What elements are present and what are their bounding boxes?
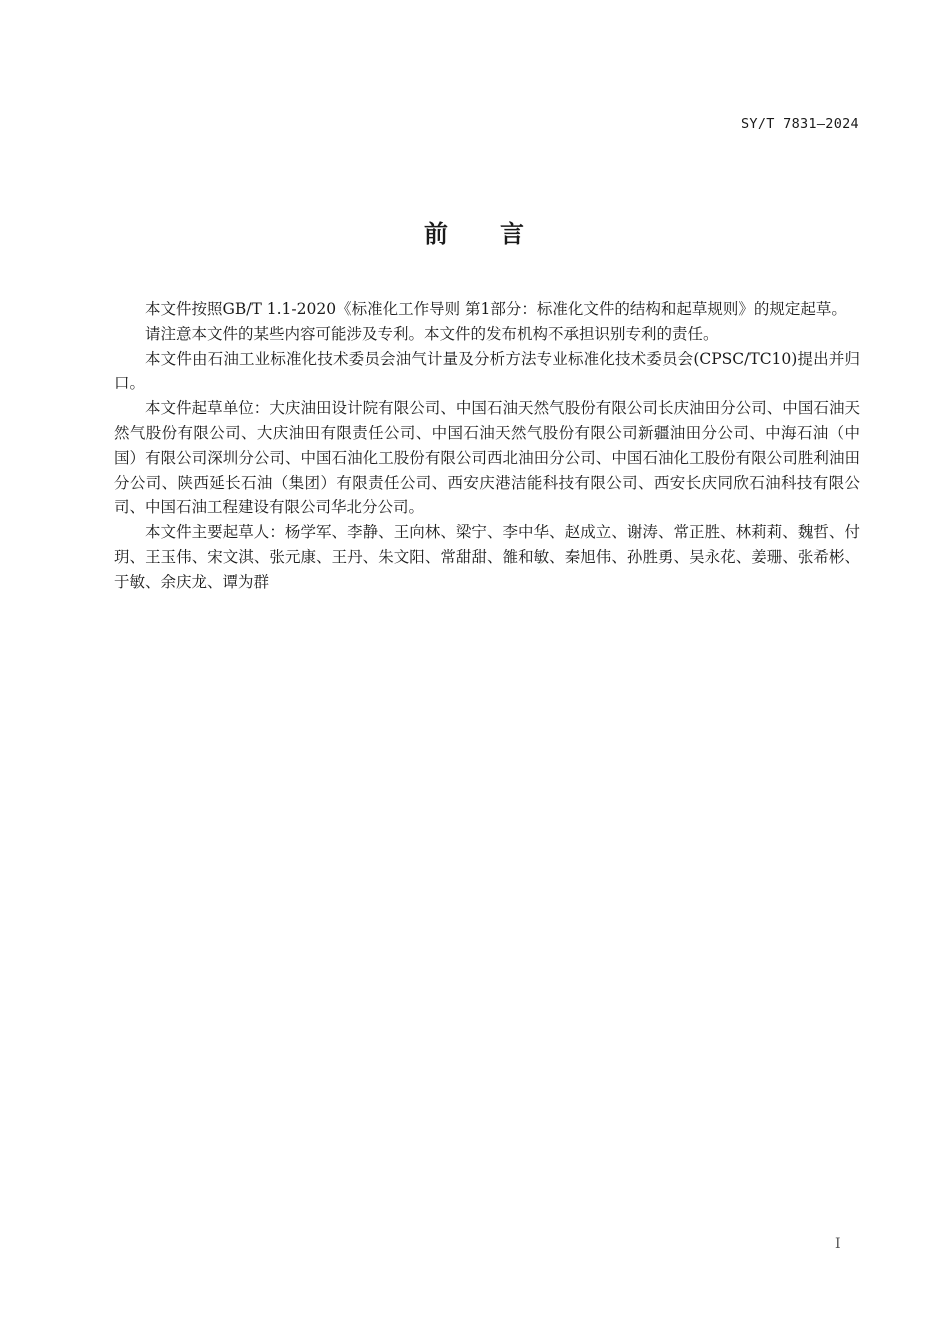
foreword-body (114, 297, 860, 595)
paragraph-patent-notice: 请注意本文件的某些内容可能涉及专利。本文件的发布机构不承担识别专利的责任。 (145, 324, 719, 343)
paragraph-drafting-rules: 本文件按照GB/T 1.1-2020《标准化工作导则 第1部分：标准化文件的结构和起草规则》的规定起草。 (145, 300, 847, 318)
title-char-1: 前 (424, 220, 450, 248)
title-char-2: 言 (500, 220, 526, 248)
paragraph-proposer: 本文件由石油工业标准化技术委员会油气计量及分析方法专业标准化技术委员会(CPSC/TC10)提出并归口。 (114, 349, 860, 393)
page-number: I (835, 1236, 841, 1252)
document-code: SY/T 7831—2024 (741, 116, 859, 132)
paragraph-drafters: 本文件主要起草人：杨学军、李静、王向林、梁宁、李中华、赵成立、谢涛、常正胜、林莉莉、魏哲、付玥、王玉伟、宋文淇、张元康、王丹、朱文阳、常甜甜、雒和敏、秦旭伟、孙胜勇、吴永花、姜珊、张希彬、于敏、余庆龙、谭为群 (114, 523, 860, 591)
page-title (0, 214, 950, 249)
paragraph-drafting-units: 本文件起草单位：大庆油田设计院有限公司、中国石油天然气股份有限公司长庆油田分公司、中国石油天然气股份有限公司、大庆油田有限责任公司、中国石油天然气股份有限公司新疆油田分公司、中海石油（中国）有限公司深圳分公司、中国石油化工股份有限公司西北油田分公司、中国石油化工股份有限公司胜利油田分公司、陕西延长石油（集团）有限责任公司、西安庆港洁能科技有限公司、西安长庆同欣石油科技有限公司、中国石油工程建设有限公司华北分公司。 (114, 399, 860, 517)
